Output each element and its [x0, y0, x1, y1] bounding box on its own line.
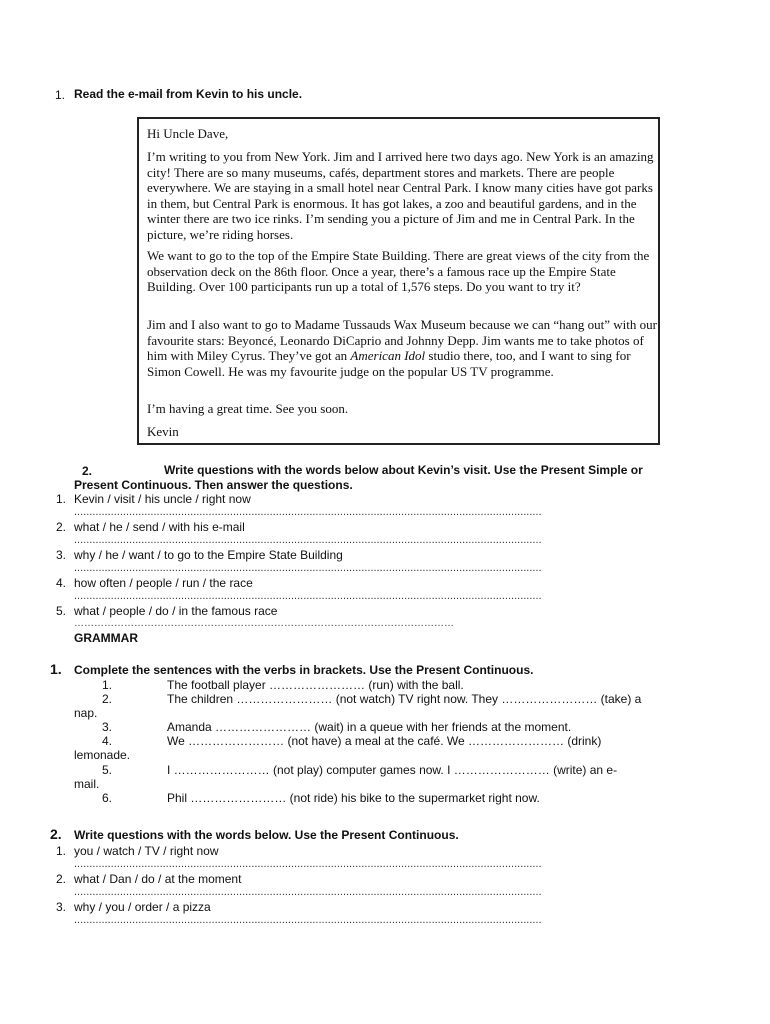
- exercise-2-heading-line1: Write questions with the words below about Kevin’s visit. Use the Present Simple or: [164, 463, 643, 477]
- ex2-item-2-number: 2.: [56, 520, 67, 534]
- ex2-answer-line-2[interactable]: .........................................................................................................................................................: [74, 534, 542, 546]
- g2-item-2-number: 2.: [56, 872, 67, 886]
- g1-sentence-4-continued: lemonade.: [74, 748, 131, 762]
- grammar-2-heading: Write questions with the words below. Use the Present Continuous.: [74, 828, 459, 842]
- ex2-item-2-text: what / he / send / with his e-mail: [74, 520, 245, 534]
- g1-sentence-5: I …………………… (not play) computer games now. I …………………… (write) an e-: [167, 763, 618, 777]
- email-tv-show-title: American Idol: [350, 348, 426, 363]
- email-paragraph-3: [147, 317, 657, 379]
- ex2-item-1-number: 1.: [56, 492, 67, 506]
- g1-sentence-3: Amanda …………………… (wait) in a queue with her friends at the moment.: [167, 720, 572, 734]
- email-paragraph-3-end: studio there, too, and I want to sing for Simon Cowell. He was my favourite judge on the popular US TV programme.: [147, 348, 631, 379]
- ex2-answer-line-4[interactable]: .........................................................................................................................................................: [74, 590, 542, 602]
- g2-item-1-number: 1.: [56, 844, 67, 858]
- ex2-item-4-number: 4.: [56, 576, 67, 590]
- ex2-item-5-text: what / people / do / in the famous race: [74, 604, 278, 618]
- exercise-1-heading: Read the e-mail from Kevin to his uncle.: [74, 87, 303, 101]
- email-paragraph-2: We want to go to the top of the Empire State Building. There are great views of the city from the observation deck on the 86th floor. Once a year, there’s a famous race up the Empire State Building. Over 100 participants run up a total of 1,576 steps. Do you want to try it?: [147, 248, 650, 294]
- exercise-1-number: 1.: [55, 88, 66, 102]
- grammar-title: GRAMMAR: [74, 631, 138, 645]
- ex2-item-1-text: Kevin / visit / his uncle / right now: [74, 492, 251, 506]
- g1-sentence-3-number: 3.: [102, 720, 113, 734]
- ex2-answer-line-3[interactable]: .........................................................................................................................................................: [74, 562, 542, 574]
- g1-sentence-5-continued: mail.: [74, 777, 100, 791]
- email-paragraph-1: I’m writing to you from New York. Jim and I arrived here two days ago. New York is an amazing city! There are so many museums, cafés, department stores and markets. There are people everywhere. We are staying in a small hotel near Central Park. I know many cities have got parks in them, but Central Park is enormous. It has got lakes, a zoo and beautiful gardens, and in the winter there are two ice rinks. I’m sending you a picture of Jim and me in Central Park. In the picture, we’re riding horses.: [147, 149, 654, 242]
- ex2-item-3-text: why / he / want / to go to the Empire State Building: [74, 548, 343, 562]
- g2-answer-line-3[interactable]: .........................................................................................................................................................: [74, 914, 542, 926]
- ex2-answer-line-5[interactable]: ……………………………………………………………………………………………………: [74, 618, 454, 629]
- grammar-1-heading: Complete the sentences with the verbs in brackets. Use the Present Continuous.: [74, 663, 534, 677]
- g1-sentence-6-number: 6.: [102, 791, 113, 805]
- g1-sentence-1-number: 1.: [102, 678, 113, 692]
- grammar-2-number: 2.: [50, 826, 62, 842]
- g2-answer-line-1[interactable]: .........................................................................................................................................................: [74, 858, 542, 870]
- grammar-1-number: 1.: [50, 661, 62, 677]
- ex2-item-3-number: 3.: [56, 548, 67, 562]
- g1-sentence-4-number: 4.: [102, 734, 113, 748]
- g2-item-1-text: you / watch / TV / right now: [74, 844, 219, 858]
- ex2-answer-line-1[interactable]: .........................................................................................................................................................: [74, 506, 542, 518]
- exercise-2-number: 2.: [82, 464, 93, 478]
- email-paragraph-3-start: Jim and I also want to go to Madame Tussauds Wax Museum because we can “hang out” with our favourite stars: Beyoncé, Leonardo DiCaprio and Johnny Depp. Jim wants me to take photos of him with Miley Cyrus. They’ve got an: [147, 317, 657, 363]
- g1-sentence-5-number: 5.: [102, 763, 113, 777]
- g2-item-3-text: why / you / order / a pizza: [74, 900, 211, 914]
- email-greeting: Hi Uncle Dave,: [147, 126, 229, 141]
- exercise-2-heading-line2: Present Continuous. Then answer the questions.: [74, 478, 353, 492]
- g2-answer-line-2[interactable]: .........................................................................................................................................................: [74, 886, 542, 898]
- g2-item-2-text: what / Dan / do / at the moment: [74, 872, 242, 886]
- g1-sentence-6: Phil …………………… (not ride) his bike to the supermarket right now.: [167, 791, 540, 805]
- g1-sentence-4: We …………………… (not have) a meal at the café. We …………………… (drink): [167, 734, 602, 748]
- email-paragraph-4: I’m having a great time. See you soon.: [147, 401, 349, 416]
- g2-item-3-number: 3.: [56, 900, 67, 914]
- g1-sentence-2-number: 2.: [102, 692, 113, 706]
- ex2-item-5-number: 5.: [56, 604, 67, 618]
- g1-sentence-2-continued: nap.: [74, 706, 98, 720]
- ex2-item-4-text: how often / people / run / the race: [74, 576, 253, 590]
- g1-sentence-1: The football player …………………… (run) with the ball.: [167, 678, 464, 692]
- email-signature: Kevin: [147, 424, 179, 439]
- g1-sentence-2: The children …………………… (not watch) TV right now. They …………………… (take) a: [167, 692, 642, 706]
- email-box: [137, 117, 660, 445]
